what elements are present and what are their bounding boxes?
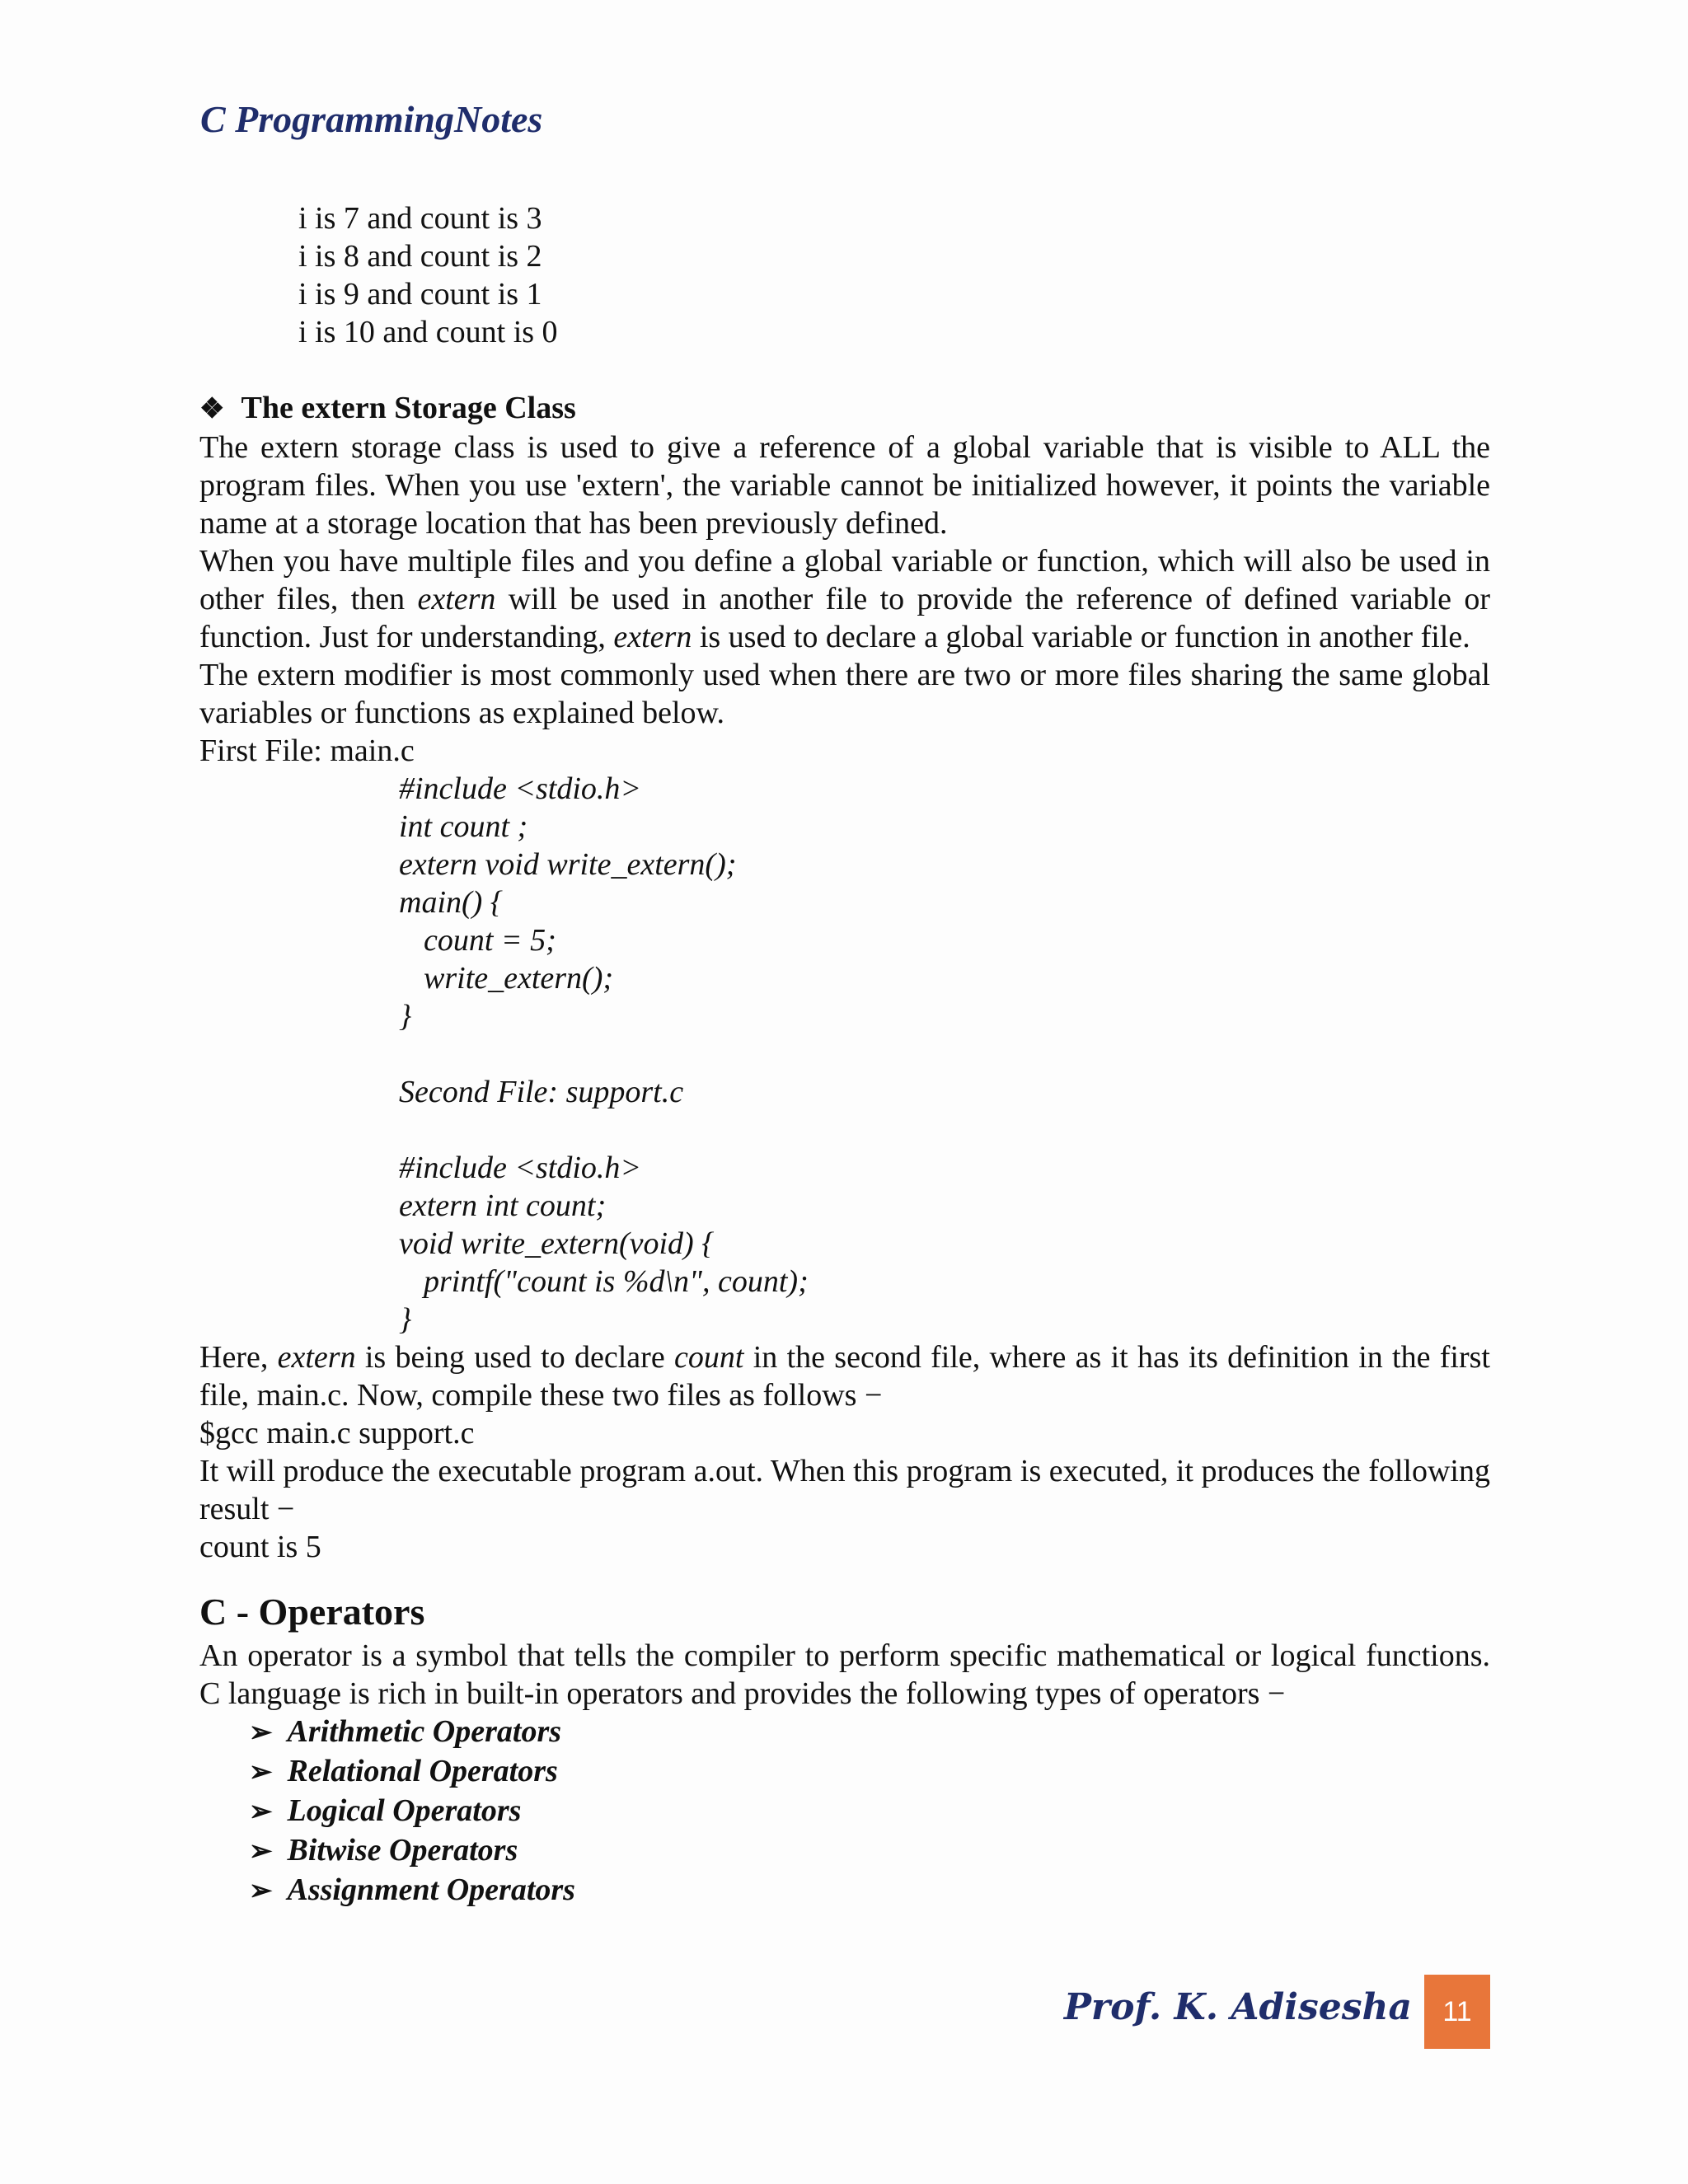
code-line: printf("count is %d\n", count); <box>424 1264 809 1299</box>
code-line: count = 5; <box>424 923 556 958</box>
program-result: count is 5 <box>199 1530 321 1564</box>
output-line: i is 7 and count is 3 <box>298 201 542 236</box>
extern-paragraph-4: Here, extern is being used to declare count in the second file, where as it has its definition in the first file, main.c. Now, compile these two files as follows − <box>199 1340 1490 1413</box>
program-output-block <box>199 199 1490 351</box>
code-line: int count ; <box>399 809 528 844</box>
output-line: i is 8 and count is 2 <box>298 239 542 274</box>
list-item: ➢ Assignment Operators <box>249 1872 575 1907</box>
extern-section-heading <box>199 389 1490 429</box>
code-line: } <box>399 999 412 1033</box>
code-line: write_extern(); <box>424 961 614 996</box>
operators-heading: C - Operators <box>199 1591 425 1633</box>
operators-list <box>199 1713 1490 1910</box>
extern-paragraph-3: The extern modifier is most commonly used when there are two or more files sharing the same global variables or functions as explained below. <box>199 658 1490 730</box>
compile-command: $gcc main.c support.c <box>199 1416 475 1451</box>
extern-paragraph-2: When you have multiple files and you define a global variable or function, which will also be used in other files, then extern will be used in another file to provide the reference of defined variable or function. Just for understanding, extern is used to declare a global variable or function in another file. <box>199 544 1490 654</box>
code-line: main() { <box>399 885 504 920</box>
output-line: i is 10 and count is 0 <box>298 315 558 349</box>
page-number-badge: 11 <box>1424 1975 1490 2049</box>
output-line: i is 9 and count is 1 <box>298 277 542 312</box>
list-item: ➢ Relational Operators <box>249 1754 558 1788</box>
second-file-label: Second File: support.c <box>399 1075 684 1109</box>
code-block-main <box>199 770 1490 1338</box>
arrow-bullet-icon: ➢ <box>249 1836 273 1867</box>
footer-author: Prof. K. Adisesha <box>1063 1986 1412 2028</box>
arrow-bullet-icon: ➢ <box>249 1757 273 1788</box>
list-item: ➢ Arithmetic Operators <box>249 1714 562 1749</box>
code-line: #include <stdio.h> <box>399 771 642 806</box>
page-content <box>199 199 1490 1910</box>
operators-paragraph: An operator is a symbol that tells the compiler to perform specific mathematical or logical functions. C language is rich in built-in operators and provides the following types of operators − <box>199 1638 1490 1711</box>
arrow-bullet-icon: ➢ <box>249 1876 273 1906</box>
arrow-bullet-icon: ➢ <box>249 1718 273 1748</box>
page-title: C ProgrammingNotes <box>200 98 543 140</box>
extern-paragraph-1: The extern storage class is used to give a reference of a global variable that is visible to ALL the program files. When you use 'extern', the variable cannot be initialized however, it points the variable name at a storage location that has been previously defined. <box>199 430 1490 541</box>
list-item: ➢ Logical Operators <box>249 1793 522 1828</box>
code-line: } <box>399 1302 412 1337</box>
code-line: extern void write_extern(); <box>399 847 737 882</box>
code-line: #include <stdio.h> <box>399 1151 642 1185</box>
code-line: extern int count; <box>399 1188 607 1223</box>
first-file-label: First File: main.c <box>199 733 415 768</box>
diamond-bullet-icon: ❖ <box>199 394 225 424</box>
arrow-bullet-icon: ➢ <box>249 1797 273 1827</box>
code-line: void write_extern(void) { <box>399 1226 715 1261</box>
list-item: ➢ Bitwise Operators <box>249 1833 518 1868</box>
extern-heading-text: The extern Storage Class <box>241 391 576 425</box>
extern-paragraph-5: It will produce the executable program a.out. When this program is executed, it produces the following result − <box>199 1454 1490 1526</box>
